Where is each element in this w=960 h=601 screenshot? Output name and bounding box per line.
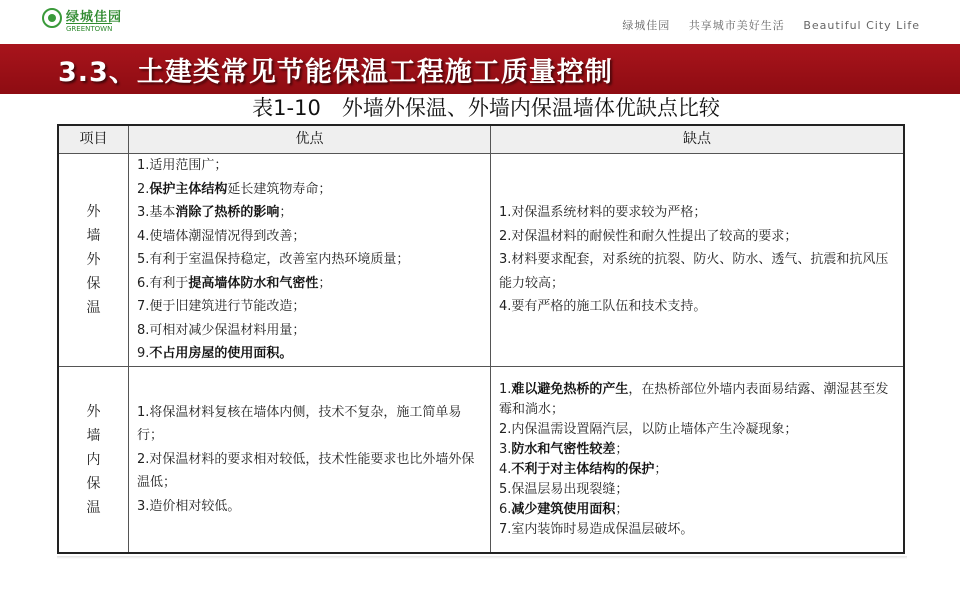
- list-item-text: 7.便于旧建筑进行节能改造；: [137, 299, 306, 315]
- header-pros: 优点: [129, 126, 491, 153]
- list-item-text: 3.: [499, 441, 512, 457]
- logo-chinese-text: 绿城佳园: [66, 10, 123, 25]
- list-item-text-tail: ；: [318, 275, 332, 291]
- list-item-text: 4.要有严格的施工队伍和技术支持。: [499, 299, 707, 315]
- list-item: [137, 225, 482, 249]
- list-item-text: 6.有利于: [137, 275, 189, 291]
- list-item-text: 1.将保温材料复核在墙体内侧，技术不复杂，施工简单易行；: [137, 404, 462, 444]
- list-item: [499, 460, 895, 480]
- list-item: [137, 401, 482, 448]
- list-item: [137, 178, 482, 202]
- list-item-text: 7.室内装饰时易造成保温层破坏。: [499, 521, 694, 537]
- cons-list-internal: [491, 367, 903, 552]
- list-item: [499, 248, 895, 295]
- table-header-row: [59, 126, 903, 154]
- list-item-emphasis: 减少建筑使用面积: [511, 501, 616, 517]
- list-item-text: 3.基本: [137, 205, 176, 221]
- table-caption: 表1-10 外墙外保温、外墙内保温墙体优缺点比较: [252, 96, 720, 120]
- list-item-emphasis: 难以避免热桥的产生: [511, 381, 629, 397]
- list-item-text-tail: ；: [279, 205, 293, 221]
- list-item: [137, 342, 482, 366]
- category-internal-insulation: 外墙内保温: [59, 367, 129, 552]
- list-item-text: 1.对保温系统材料的要求较为严格；: [499, 205, 707, 221]
- list-item-emphasis: 不占用房屋的使用面积。: [149, 346, 293, 362]
- header-slogan-en: Beautiful City Life: [803, 19, 920, 32]
- list-item-text: 2.内保温需设置隔汽层，以防止墙体产生冷凝现象；: [499, 421, 798, 437]
- list-item: [137, 154, 482, 178]
- list-item: [499, 420, 895, 440]
- list-item-text: 6.: [499, 501, 512, 517]
- list-item-emphasis: 消除了热桥的影响: [175, 205, 280, 221]
- list-item: [499, 520, 895, 540]
- table-shadow: [57, 556, 907, 559]
- list-item: [499, 380, 895, 420]
- logo: [42, 6, 132, 36]
- list-item-text: 2.对保温材料的耐候性和耐久性提出了较高的要求；: [499, 228, 798, 244]
- list-item-emphasis: 防水和气密性较差: [511, 441, 616, 457]
- list-item-text-tail: ，在热桥部位外墙内表面易结露、潮湿甚至发霉和淌水；: [499, 381, 889, 417]
- list-item-text-tail: ；: [615, 501, 629, 517]
- list-item: [137, 319, 482, 343]
- pros-list-external: [129, 154, 491, 366]
- table-row-external: [59, 154, 903, 367]
- logo-emblem-icon: [42, 8, 62, 28]
- logo-english-text: GREENTOWN: [66, 25, 113, 33]
- list-item-text: 2.: [137, 181, 150, 197]
- list-item: [137, 272, 482, 296]
- list-item: [137, 495, 482, 519]
- list-item: [499, 500, 895, 520]
- list-item-text: 4.: [499, 461, 512, 477]
- list-item-text: 1.: [499, 381, 512, 397]
- list-item-text: 9.: [137, 346, 150, 362]
- list-item-text-tail: ；: [654, 461, 668, 477]
- list-item-text: 8.可相对减少保温材料用量；: [137, 322, 306, 338]
- list-item-text: 2.对保温材料的要求相对较低，技术性能要求也比外墙外保温低；: [137, 451, 475, 491]
- cons-list-external: [491, 154, 903, 366]
- pros-list-internal: [129, 367, 491, 552]
- header-brand: 绿城佳园: [622, 19, 671, 32]
- header-project: 项目: [59, 126, 129, 153]
- list-item-text: 3.材料要求配套，对系统的抗裂、防火、防水、透气、抗震和抗风压能力较高；: [499, 252, 889, 291]
- list-item: [499, 225, 895, 249]
- list-item-text: 1.适用范围广；: [137, 158, 228, 174]
- list-item: [137, 248, 482, 272]
- list-item-text: 5.有利于室温保持稳定，改善室内热环境质量；: [137, 252, 410, 268]
- list-item-text-tail: 延长建筑物寿命；: [227, 181, 332, 197]
- list-item-emphasis: 不利于对主体结构的保护: [511, 461, 655, 477]
- list-item: [137, 448, 482, 495]
- comparison-table: [57, 124, 905, 554]
- category-external-insulation: 外墙外保温: [59, 154, 129, 366]
- list-item: [499, 295, 895, 319]
- table-row-internal: [59, 367, 903, 552]
- list-item-text-tail: ；: [615, 441, 629, 457]
- header-cons: 缺点: [683, 131, 711, 147]
- list-item: [499, 480, 895, 500]
- header-slogan-cn: 共享城市美好生活: [688, 19, 785, 32]
- list-item: [137, 201, 482, 225]
- list-item-emphasis: 提高墙体防水和气密性: [188, 275, 319, 291]
- list-item-text: 5.保温层易出现裂缝；: [499, 481, 629, 497]
- list-item: [499, 440, 895, 460]
- header: [0, 0, 960, 44]
- list-item: [137, 295, 482, 319]
- title-bar: [0, 44, 960, 94]
- list-item-emphasis: 保护主体结构: [149, 181, 228, 197]
- slide-title: 3.3、土建类常见节能保温工程施工质量控制: [58, 57, 613, 88]
- list-item: [499, 201, 895, 225]
- list-item-text: 3.造价相对较低。: [137, 498, 241, 514]
- header-slogan: [608, 17, 920, 33]
- list-item-text: 4.使墙体潮湿情况得到改善；: [137, 228, 306, 244]
